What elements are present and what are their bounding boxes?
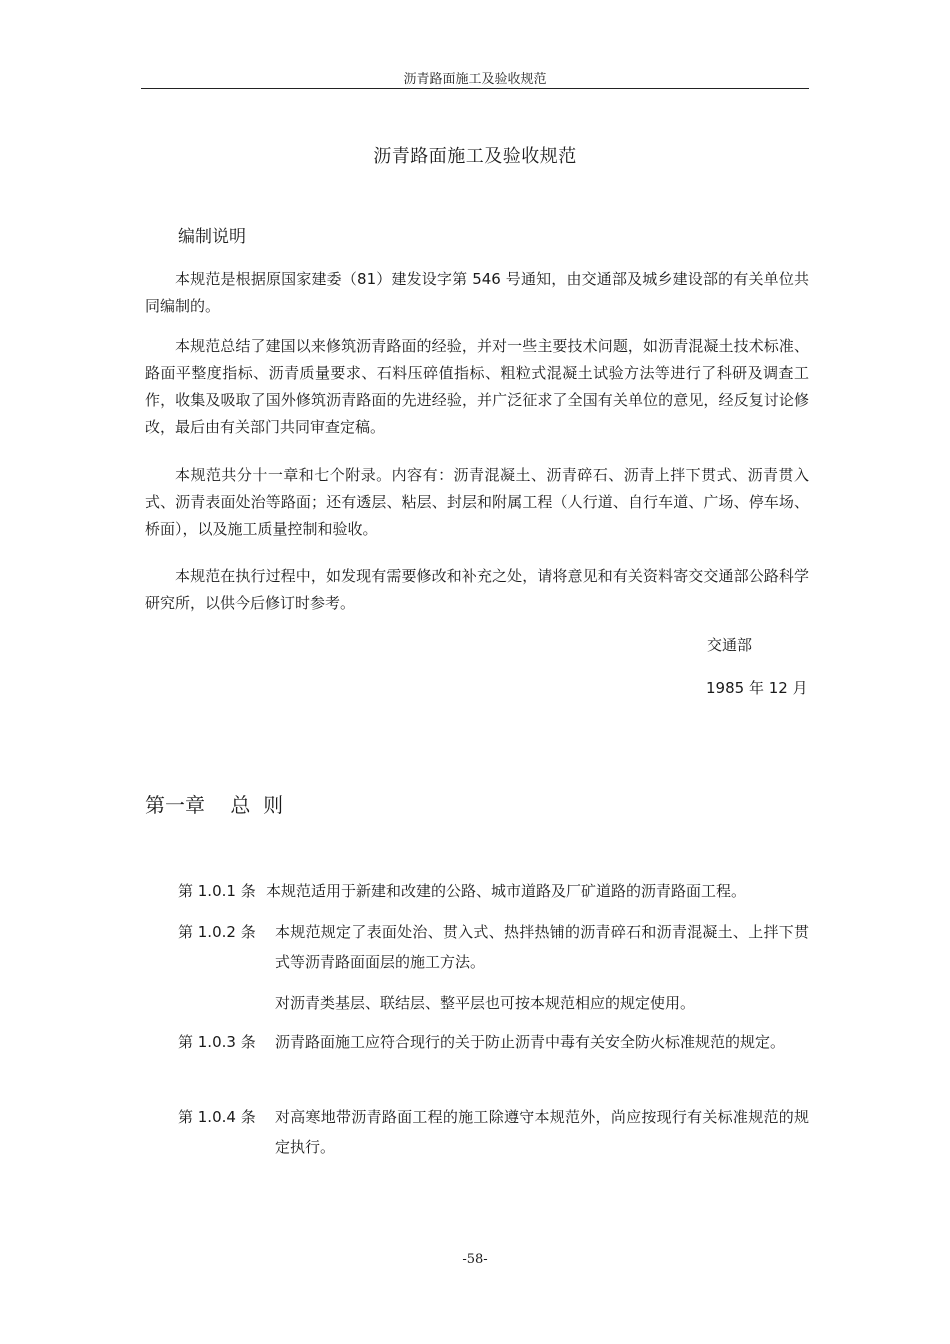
clause-text: 对高寒地带沥青路面工程的施工除遵守本规范外，尚应按现行有关标准规范的规定执行。 xyxy=(275,1108,809,1156)
clause-number: 第 1.0.4 条 xyxy=(178,1108,256,1126)
clause-1-0-3 xyxy=(178,1027,809,1057)
clause-number: 第 1.0.2 条 xyxy=(178,923,256,941)
clause-number: 第 1.0.1 条 xyxy=(178,882,256,900)
clause-number: 第 1.0.3 条 xyxy=(178,1033,256,1051)
clause-1-0-2 xyxy=(178,917,809,977)
chapter-heading: 第一章 总 则 xyxy=(145,793,284,817)
clause-text: 本规范规定了表面处治、贯入式、热拌热铺的沥青碎石和沥青混凝土、上拌下贯式等沥青路面面层的施工方法。 xyxy=(275,923,809,971)
preface-paragraph: 本规范是根据原国家建委（81）建发设字第 546 号通知，由交通部及城乡建设部的有关单位共同编制的。 xyxy=(145,270,809,315)
preface-date: 1985 年 12 月 xyxy=(706,679,808,697)
header-rule xyxy=(141,88,809,89)
document-title: 沥青路面施工及验收规范 xyxy=(373,146,577,167)
clause-subparagraph: 对沥青类基层、联结层、整平层也可按本规范相应的规定使用。 xyxy=(275,994,696,1012)
preface-paragraph: 本规范在执行过程中，如发现有需要修改和补充之处，请将意见和有关资料寄交交通部公路科学研究所，以供今后修订时参考。 xyxy=(145,567,809,612)
preface-paragraph: 本规范共分十一章和七个附录。内容有：沥青混凝土、沥青碎石、沥青上拌下贯式、沥青贯入式、沥青表面处治等路面；还有透层、粘层、封层和附属工程（人行道、自行车道、广场、停车场、桥面），以及施工质量控制和验收。 xyxy=(145,466,809,538)
preface-signature: 交通部 xyxy=(707,636,753,654)
clause-1-0-4 xyxy=(178,1102,809,1162)
page-number: -58- xyxy=(462,1252,488,1267)
clause-1-0-1 xyxy=(178,876,809,906)
running-header: 沥青路面施工及验收规范 xyxy=(403,72,547,87)
preface-paragraph: 本规范总结了建国以来修筑沥青路面的经验，并对一些主要技术问题，如沥青混凝土技术标准、路面平整度指标、沥青质量要求、石料压碎值指标、粗粒式混凝土试验方法等进行了科研及调查工作，收集及吸取了国外修筑沥青路面的先进经验，并广泛征求了全国有关单位的意见，经反复讨论修改，最后由有关部门共同审查定稿。 xyxy=(145,337,809,436)
clause-text: 沥青路面施工应符合现行的关于防止沥青中毒有关安全防火标准规范的规定。 xyxy=(275,1033,786,1051)
clause-text: 本规范适用于新建和改建的公路、城市道路及厂矿道路的沥青路面工程。 xyxy=(266,882,747,900)
preface-heading: 编制说明 xyxy=(178,227,246,247)
